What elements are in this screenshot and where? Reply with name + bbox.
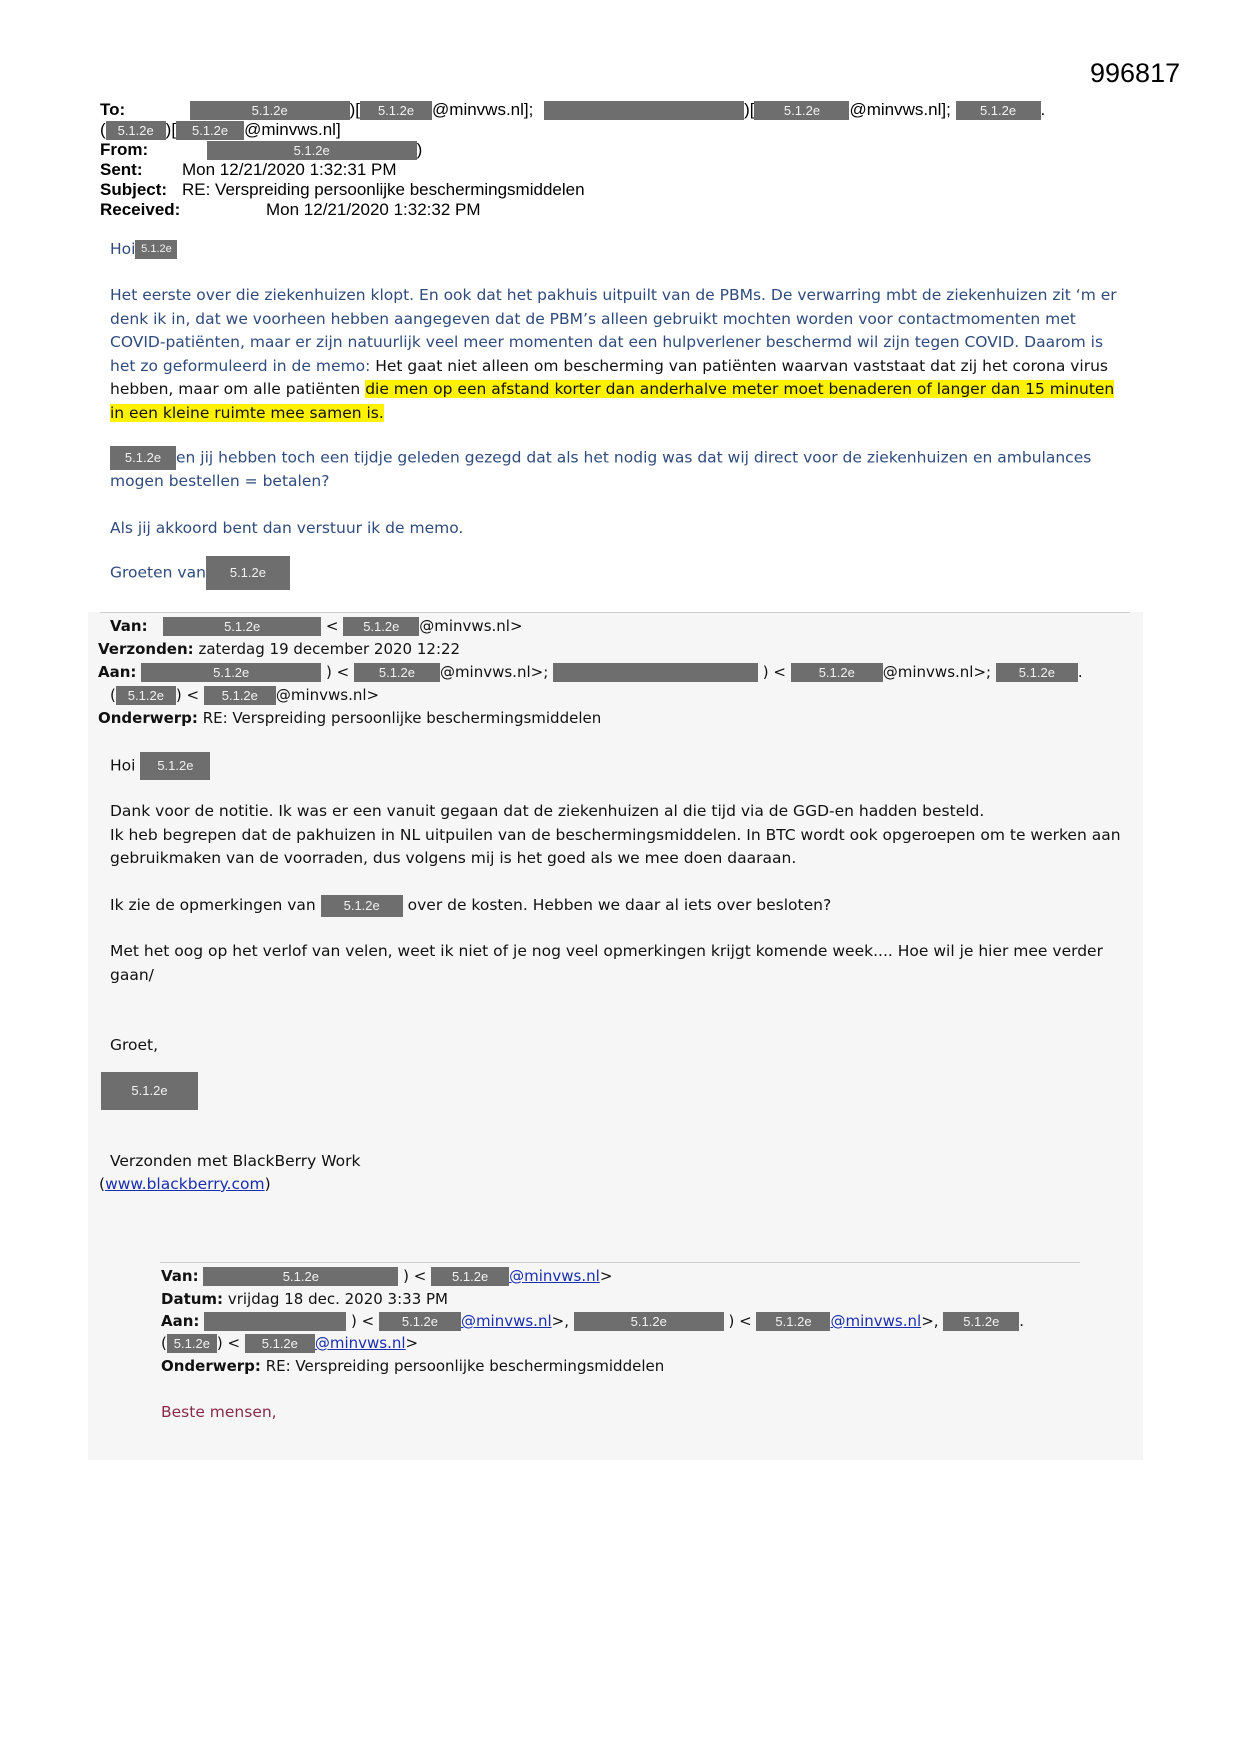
subject-label: Subject: [100, 180, 168, 199]
onderwerp-value: RE: Verspreiding persoonlijke beschermingsmiddelen [202, 709, 602, 727]
datum-value: vrijdag 18 dec. 2020 3:33 PM [227, 1290, 448, 1308]
redaction-box: 5.1.2e [135, 240, 177, 259]
mail2-signature-redaction [101, 1072, 198, 1110]
redaction-box [553, 663, 758, 682]
redaction-box: 5.1.2e [245, 1334, 315, 1353]
to-label: To: [100, 100, 126, 119]
mail1-from-line: From: 5.1.2e ) [100, 140, 423, 159]
redaction-box: 5.1.2e [203, 1267, 398, 1286]
redaction-box: 5.1.2e [754, 101, 849, 120]
onderwerp-label: Onderwerp: [161, 1357, 261, 1375]
redaction-box: 5.1.2e [106, 121, 166, 140]
redaction-box: 5.1.2e [360, 101, 432, 120]
email-domain: @minvws.nl> [275, 686, 380, 704]
mail3-datum-line [161, 1288, 448, 1311]
highlighted-text: die men op een afstand korter dan anderhalve meter moet benaderen of langer dan 15 minuten in een kleine ruimte mee samen is. [110, 380, 1115, 422]
redaction-box: 5.1.2e [176, 121, 244, 140]
mail3-greeting: Beste mensen, [161, 1403, 277, 1421]
mail2-paragraph-3: Met het oog op het verlof van velen, weet ik niet of je nog veel opmerkingen krijgt komende week.... Hoe wil je hier mee verder gaan/ [110, 942, 1103, 984]
subject-value: RE: Verspreiding persoonlijke beschermingsmiddelen [182, 180, 585, 199]
redaction-box: 5.1.2e [756, 1312, 830, 1331]
mail1-received-line [100, 200, 481, 220]
paragraph-text: en jij hebben toch een tijdje geleden gezegd dat als het nodig was dat wij direct voor de ziekenhuizen en ambulances mogen bestellen = betalen? [110, 448, 1092, 490]
onderwerp-label: Onderwerp: [98, 709, 198, 727]
sent-value: Mon 12/21/2020 1:32:31 PM [182, 160, 397, 179]
mail2-closing: Groet, [110, 1036, 159, 1054]
mail1-to-line-2: ( 5.1.2e )[ 5.1.2e @minvws.nl] [100, 120, 341, 139]
greeting-text: Hoi [110, 756, 136, 775]
email-domain: @minvws.nl>; [882, 663, 992, 681]
redaction-box: 5.1.2e [140, 752, 210, 780]
divider [160, 1262, 1080, 1263]
redaction-box: 5.1.2e [943, 1312, 1019, 1331]
redaction-box: 5.1.2e [207, 141, 417, 160]
blackberry-link[interactable]: www.blackberry.com [105, 1175, 265, 1193]
mail3-aan-line: Aan: ) < 5.1.2e @minvws.nl>, 5.1.2e ) < 5.1.2e @minvws.nl>, 5.1.2e . [161, 1312, 1025, 1330]
mail1-greeting [110, 240, 177, 259]
redaction-box [204, 1312, 346, 1331]
mail2-greeting [110, 752, 210, 780]
email-domain: @minvws.nl>; [439, 663, 549, 681]
received-label: Received: [100, 200, 181, 219]
redaction-box: 5.1.2e [206, 556, 290, 590]
van-label: Van: [110, 617, 148, 635]
redaction-box: 5.1.2e [431, 1267, 509, 1286]
to-email-domain: @minvws.nl] [244, 120, 341, 139]
verzonden-label: Verzonden: [98, 640, 194, 658]
paragraph-text: Dank voor de notitie. Ik was er een vanuit gegaan dat de ziekenhuizen al die tijd via de GGD-en hadden besteld. [110, 802, 985, 820]
greeting-text: Hoi [110, 240, 136, 258]
mail3-onderwerp-line [161, 1355, 664, 1378]
mail1-closing [110, 556, 290, 590]
redaction-box: 5.1.2e [190, 101, 350, 120]
mail2-verzonden-line [98, 638, 460, 661]
bracket: ) [264, 1175, 271, 1193]
mail2-van-line: Van: 5.1.2e < 5.1.2e @minvws.nl> [110, 617, 523, 635]
redaction-box: 5.1.2e [379, 1312, 461, 1331]
mail2-blackberry-line [99, 1173, 271, 1196]
mail1-to-line: To: 5.1.2e )[ 5.1.2e @minvws.nl]; )[ 5.1.2e @minvws.nl]; 5.1.2e . [100, 100, 1046, 119]
redaction-box: 5.1.2e [204, 686, 276, 705]
redaction-box: 5.1.2e [791, 663, 883, 682]
aan-label: Aan: [98, 663, 137, 681]
to-email-domain: @minvws.nl]; [432, 100, 534, 119]
redaction-box: 5.1.2e [956, 101, 1041, 120]
redaction-box: 5.1.2e [996, 663, 1078, 682]
redaction-box: 5.1.2e [110, 446, 176, 470]
redaction-box: 5.1.2e [141, 663, 321, 682]
redaction-box: 5.1.2e [167, 1334, 217, 1353]
divider [100, 612, 1130, 613]
redaction-box: 5.1.2e [101, 1072, 198, 1110]
to-email-domain: @minvws.nl]; [849, 100, 951, 119]
paragraph-text: Ik zie de opmerkingen van [110, 896, 316, 914]
paragraph-text: Ik heb begrepen dat de pakhuizen in NL uitpuilen van de beschermingsmiddelen. In BTC wordt ook opgeroepen om te werken aan gebruikmaken van de voorraden, dus volgens mij is het goed als we mee doen daaraan. [110, 825, 1121, 867]
verzonden-value: zaterdag 19 december 2020 12:22 [198, 640, 461, 658]
paragraph-text: Het eerste over die ziekenhuizen klopt. En ook dat het pakhuis uitpuilt van de PBMs. De verwarring mbt de ziekenhuizen zit ‘m er denk ik in, dat we voorheen hebben aangegeven dat de PBM’s alleen gebruikt mochten worden voor contactmomenten met COVID-patiënten, maar er zijn natuurlijk veel meer momenten dat een hulpverlener beschermd wil zijn tegen COVID. Daarom is het zo geformuleerd in de memo: [110, 286, 1117, 375]
mail3-aan-line-2: ( 5.1.2e ) < 5.1.2e @minvws.nl> [161, 1334, 419, 1352]
mail2-paragraph-1 [110, 800, 1130, 871]
mail1-sent-line [100, 160, 397, 180]
mail1-paragraph-1 [110, 284, 1130, 425]
redaction-box: 5.1.2e [343, 617, 419, 636]
aan-label: Aan: [161, 1312, 200, 1330]
redaction-box: 5.1.2e [321, 895, 403, 917]
email-link[interactable]: @minvws.nl [460, 1312, 552, 1330]
paragraph-text: over de kosten. Hebben we daar al iets over besloten? [407, 896, 832, 914]
bracket: ( [99, 1175, 106, 1193]
paragraph-text: Het gaat niet alleen om bescherming van patiënten waarvan vaststaat dat zij het corona virus hebben, maar om alle patiënten [110, 356, 1109, 398]
onderwerp-value: RE: Verspreiding persoonlijke beschermingsmiddelen [265, 1357, 665, 1375]
mail1-paragraph-3: Als jij akkoord bent dan verstuur ik de memo. [110, 519, 464, 537]
redaction-box: 5.1.2e [574, 1312, 724, 1331]
email-domain: @minvws.nl> [419, 617, 523, 635]
closing-text: Groeten van [110, 563, 206, 582]
mail2-aan-line: Aan: 5.1.2e ) < 5.1.2e @minvws.nl>; ) < 5.1.2e @minvws.nl>; 5.1.2e . [98, 663, 1083, 681]
mail2-onderwerp-line [98, 707, 601, 730]
mail1-subject-line [100, 180, 585, 200]
mail2-sent-with: Verzonden met BlackBerry Work [110, 1152, 361, 1170]
mail3-van-line: Van: 5.1.2e ) < 5.1.2e @minvws.nl> [161, 1267, 613, 1285]
sent-label: Sent: [100, 160, 143, 179]
redaction-box: 5.1.2e [163, 617, 321, 636]
from-label: From: [100, 140, 149, 159]
email-link[interactable]: @minvws.nl [314, 1334, 406, 1352]
document-number: 996817 [1090, 58, 1181, 88]
received-value: Mon 12/21/2020 1:32:32 PM [266, 200, 481, 219]
datum-label: Datum: [161, 1290, 224, 1308]
redaction-box [544, 101, 744, 120]
redaction-box: 5.1.2e [116, 686, 176, 705]
van-label: Van: [161, 1267, 199, 1285]
mail2-aan-line-2: ( 5.1.2e ) < 5.1.2e @minvws.nl> [110, 686, 380, 704]
mail2-paragraph-2 [110, 894, 1130, 918]
email-link[interactable]: @minvws.nl [830, 1312, 922, 1330]
email-link[interactable]: @minvws.nl [509, 1267, 600, 1285]
mail1-paragraph-2 [110, 446, 1130, 494]
redaction-box: 5.1.2e [354, 663, 440, 682]
